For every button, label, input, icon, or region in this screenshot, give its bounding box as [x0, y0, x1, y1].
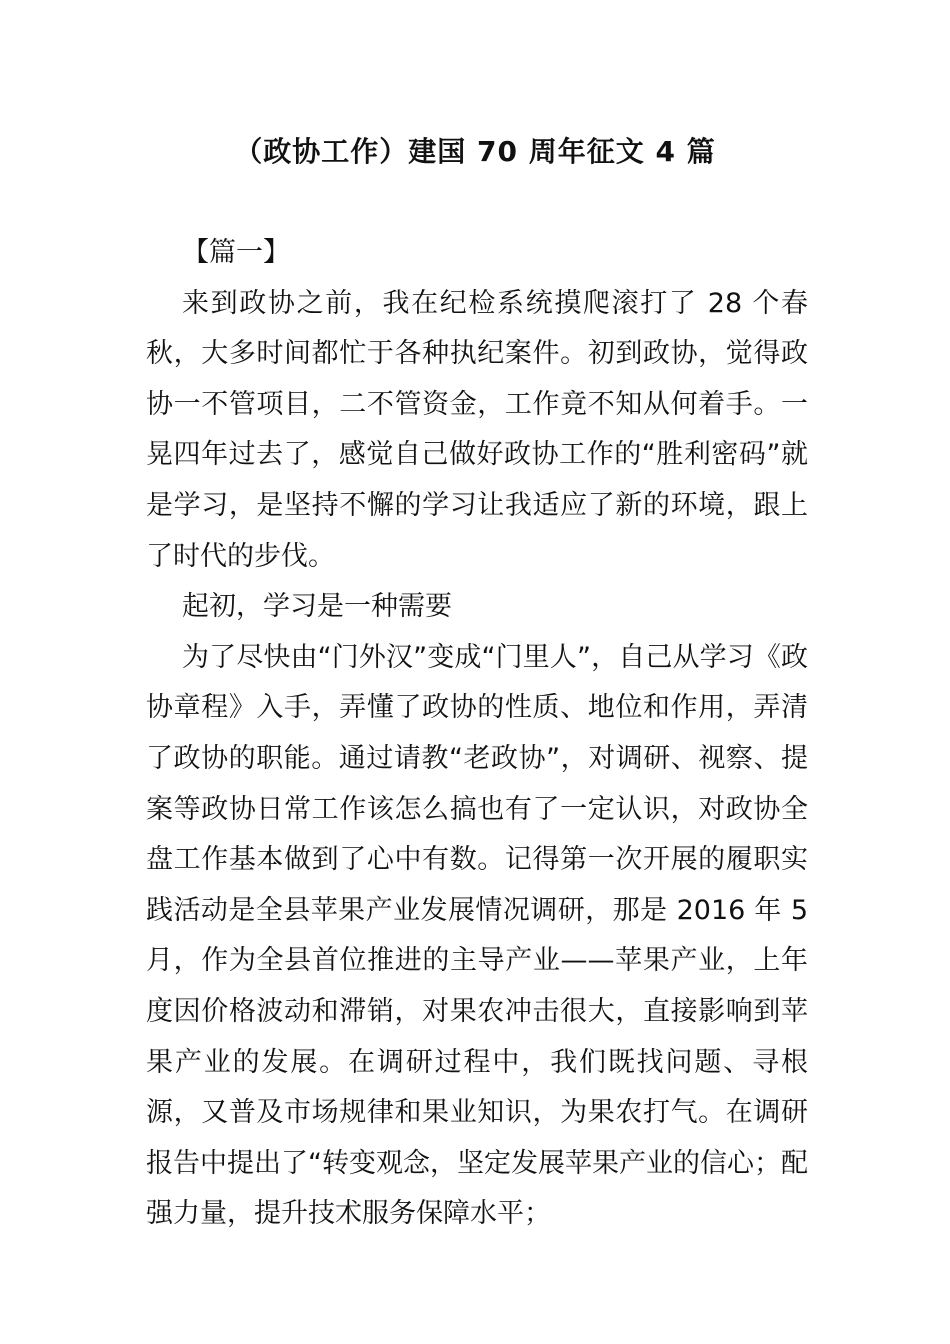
body-paragraph: 为了尽快由“门外汉”变成“门里人”，自己从学习《政协章程》入手，弄懂了政协的性质、地位和作用，弄清了政协的职能。通过请教“老政协”，对调研、视察、提案等政协日常工作该怎么搞也有了一定认识，对政协全盘工作基本做到了心中有数。记得第一次开展的履职实践活动是全县苹果产业发展情况调研，那是 2016 年 5 月，作为全县首位推进的主导产业——苹果产业，上年度因价格波动和滞销，对果农冲击很大，直接影响到苹果产业的发展。在调研过程中，我们既找问题、寻根源，又普及市场规律和果业知识，为果农打气。在调研报告中提出了“转变观念，坚定发展苹果产业的信心；配强力量，提升技术服务保障水平；	[146, 641, 808, 1230]
document-title: （政协工作）建国 70 周年征文 4 篇	[234, 135, 716, 168]
subheading-paragraph: 起初，学习是一种需要	[182, 591, 452, 623]
body-paragraph: 来到政协之前，我在纪检系统摸爬滚打了 28 个春秋，大多时间都忙于各种执纪案件。初到政协，觉得政协一不管项目，二不管资金，工作竟不知从何着手。一晃四年过去了，感觉自己做好政协工作的“胜利密码”就是学习，是坚持不懈的学习让我适应了新的环境，跟上了时代的步伐。	[146, 287, 808, 572]
section-heading: 【篇一】	[182, 237, 290, 268]
document-body	[146, 228, 808, 1240]
